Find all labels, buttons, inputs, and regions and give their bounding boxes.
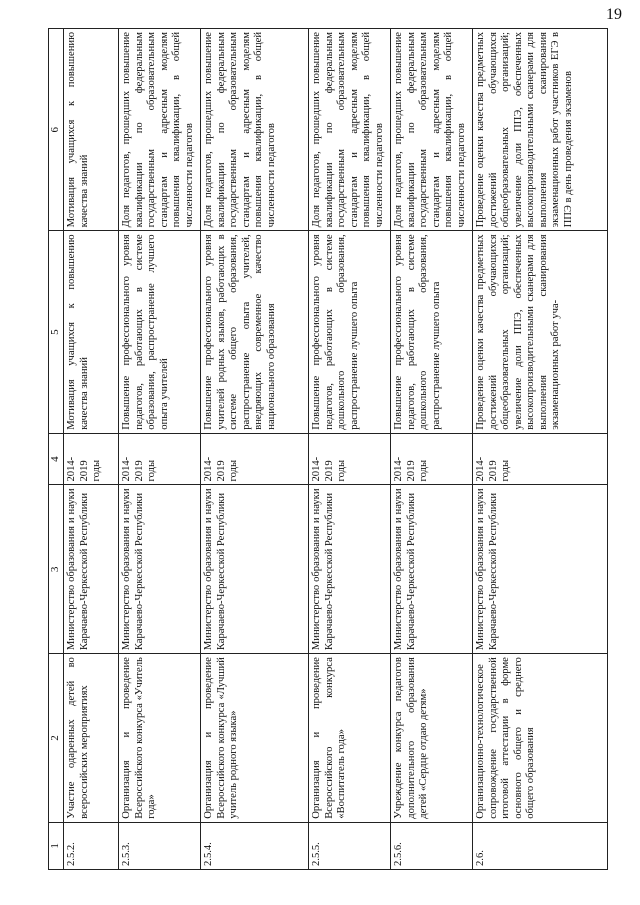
table-row xyxy=(473,29,608,870)
column-number-header-row xyxy=(49,29,64,870)
expected-result: Проведение оценки качества предметных достижений обучающихся общеобразовательных организаций; увеличение доли ППЭ, обеспеченных высокопроизводительными сканерами для выполнения сканирования экзаменационных работ уча- xyxy=(473,231,608,433)
column-number: 3 xyxy=(49,485,64,654)
table-row xyxy=(119,29,201,870)
executor: Министерство образования и науки Карачаево-Черкесской Республики xyxy=(391,485,473,654)
expected-result: Повышение профессионального уровня педагогов, работающих в системе образования, распространение лучшего опыта учителей xyxy=(119,231,201,433)
period: 2014-2019 годы xyxy=(473,433,608,485)
executor: Министерство образования и науки Карачаево-Черкесской Республики xyxy=(119,485,201,654)
executor: Министерство образования и науки Карачаево-Черкесской Республики xyxy=(64,485,119,654)
column-number: 2 xyxy=(49,654,64,823)
item-number: 2.5.6. xyxy=(391,822,473,869)
indicator: Доля педагогов, прошедших повышение квалификации по федеральным государственным образовательным стандартам и адресным моделям повышения квалификации, в общей численности педагогов xyxy=(391,29,473,231)
column-number: 5 xyxy=(49,231,64,433)
rotated-table-container xyxy=(48,28,608,870)
table-row xyxy=(201,29,309,870)
indicator: Мотивация учащихся к повышению качества знаний xyxy=(64,29,119,231)
item-number: 2.5.2. xyxy=(64,822,119,869)
expected-result: Повышение профессионального уровня педагогов, работающих в системе дошкольного образования, распространение лучшего опыта xyxy=(309,231,391,433)
event-name: Организация и проведение Всероссийского конкурса «Воспитатель года» xyxy=(309,654,391,823)
period: 2014-2019 годы xyxy=(64,433,119,485)
indicator: Доля педагогов, прошедших повышение квалификации по федеральным государственным образовательным стандартам и адресным моделям повышения квалификации, в общей численности педагогов xyxy=(201,29,309,231)
event-name: Организация и проведение Всероссийского конкурса «Лучший учитель родного языка» xyxy=(201,654,309,823)
executor: Министерство образования и науки Карачаево-Черкесской Республики xyxy=(473,485,608,654)
page-number: 19 xyxy=(606,6,622,23)
expected-result: Повышение профессионального уровня педагогов, работающих в системе дошкольного образования, распространение лучшего опыта xyxy=(391,231,473,433)
item-number: 2.5.3. xyxy=(119,822,201,869)
executor: Министерство образования и науки Карачаево-Черкесской Республики xyxy=(309,485,391,654)
event-name: Организационно-технологическое сопровождение государственной итоговой аттестации в форме основного общего и среднего общего образования xyxy=(473,654,608,823)
expected-result: Мотивация учащихся к повышению качества знаний xyxy=(64,231,119,433)
event-name: Организация и проведение Всероссийского конкурса «Учитель года» xyxy=(119,654,201,823)
table-row xyxy=(391,29,473,870)
executor: Министерство образования и науки Карачаево-Черкесской Республики xyxy=(201,485,309,654)
indicator: Проведение оценки качества предметных достижений обучающихся общеобразовательных организаций; увеличение доли ППЭ, обеспеченных высокопроизводительными сканерами для выполнения сканирования экзаменационных работ участников ЕГЭ в ППЭ в день проведения экзаменов xyxy=(473,29,608,231)
item-number: 2.5.5. xyxy=(309,822,391,869)
period: 2014-2019 годы xyxy=(201,433,309,485)
event-name: Учреждение конкурса педагогов дополнительного образования детей «Сердце отдаю детям» xyxy=(391,654,473,823)
period: 2014-2019 годы xyxy=(309,433,391,485)
item-number: 2.5.4. xyxy=(201,822,309,869)
table-row xyxy=(64,29,119,870)
expected-result: Повышение профессионального уровня учителей родных языков, работающих в системе общего образования, распространение опыта учителей, внедряющих современное качество национального образования xyxy=(201,231,309,433)
indicator: Доля педагогов, прошедших повышение квалификации по федеральным государственным образовательным стандартам и адресным моделям повышения квалификации, в общей численности педагогов xyxy=(119,29,201,231)
program-activities-table xyxy=(48,28,608,870)
item-number: 2.6. xyxy=(473,822,608,869)
period: 2014-2019 годы xyxy=(391,433,473,485)
indicator: Доля педагогов, прошедших повышение квалификации по федеральным государственным образовательным стандартам и адресным моделям повышения квалификации, в общей численности педагогов xyxy=(309,29,391,231)
column-number: 1 xyxy=(49,822,64,869)
event-name: Участие одаренных детей во всероссийских мероприятиях xyxy=(64,654,119,823)
column-number: 4 xyxy=(49,433,64,485)
column-number: 6 xyxy=(49,29,64,231)
period: 2014-2019 годы xyxy=(119,433,201,485)
table-row xyxy=(309,29,391,870)
